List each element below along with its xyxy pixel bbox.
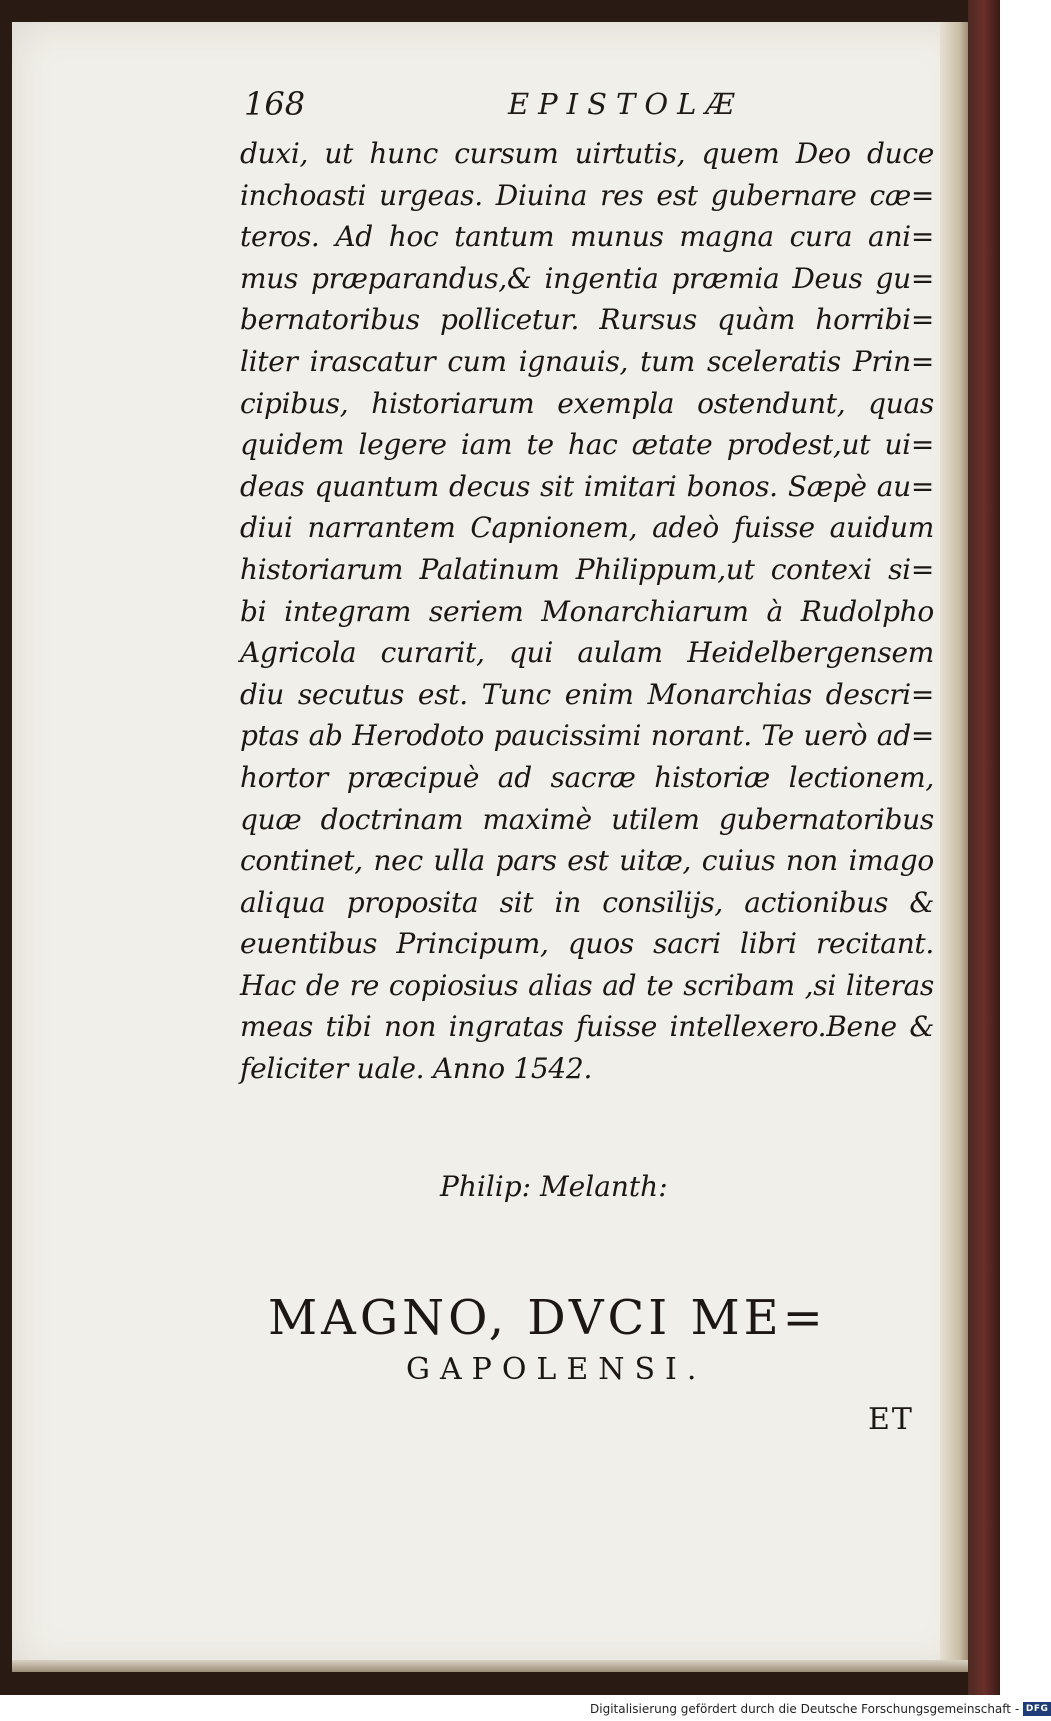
text-line: quæ doctrinam maximè utilem gubernatoribus — [240, 802, 934, 836]
text-line: bernatoribus pollicetur. Rursus quàm horribi= — [240, 303, 934, 337]
text-line: Hac de re copiosius alias ad te scribam ,si literas — [240, 968, 934, 1002]
signature: Philip: Melanth: — [440, 1170, 668, 1203]
text-line: quidem legere iam te hac ætate prodest,ut ui= — [240, 428, 934, 462]
text-line: historiarum Palatinum Philippum,ut contexi si= — [240, 552, 934, 586]
page-bottom-edge — [12, 1660, 968, 1672]
text-line: duxi, ut hunc cursum uirtutis, quem Deo duce — [240, 137, 934, 170]
letter-body — [240, 133, 934, 1090]
text-line: hortor præcipuè ad sacræ historiæ lectionem, — [240, 760, 934, 794]
text-line: aliqua proposita sit in consilijs, actionibus & — [240, 885, 934, 919]
credit-text: Digitalisierung gefördert durch die Deutsche Forschungsgemeinschaft - — [590, 1702, 1020, 1716]
section-heading-continuation: GAPOLENSI. — [406, 1352, 707, 1387]
text-line: bi integram seriem Monarchiarum à Rudolpho — [240, 594, 934, 628]
text-line: ptas ab Herodoto paucissimi norant. Te uerò ad= — [240, 719, 934, 753]
text-line: liter irascatur cum ignauis, tum sceleratis Prin= — [240, 344, 934, 378]
page-fore-edge — [940, 22, 968, 1670]
text-line: feliciter uale. Anno 1542. — [240, 1052, 593, 1086]
digitization-credit — [590, 1700, 1051, 1718]
catchword: ET — [868, 1402, 914, 1437]
text-line: meas tibi non ingratas fuisse intellexero.Bene & — [240, 1010, 934, 1044]
running-title: EPISTOLÆ — [508, 87, 744, 121]
text-line: teros. Ad hoc tantum munus magna cura ani= — [240, 220, 934, 254]
text-line: mus præparandus,& ingentia præmia Deus gu= — [240, 261, 934, 295]
text-line: continet, nec ulla pars est uitæ, cuius non imago — [240, 844, 934, 878]
text-line: inchoasti urgeas. Diuina res est gubernare cæ= — [240, 178, 934, 212]
running-head — [244, 85, 764, 125]
dfg-logo: DFG — [1023, 1702, 1051, 1716]
text-line: cipibus, historiarum exempla ostendunt, quas — [240, 386, 934, 420]
text-line: deas quantum decus sit imitari bonos. Sæpè au= — [240, 469, 934, 503]
page-number: 168 — [244, 85, 306, 123]
text-line: diu secutus est. Tunc enim Monarchias descri= — [240, 677, 934, 711]
text-line: Agricola curarit, qui aulam Heidelbergensem — [240, 636, 934, 670]
book-binding-edge — [968, 0, 1000, 1695]
text-line: diui narrantem Capnionem, adeò fuisse auidum — [240, 511, 934, 545]
text-line: euentibus Principum, quos sacri libri recitant. — [240, 927, 934, 961]
section-heading: MAGNO, DVCI ME= — [268, 1290, 827, 1346]
